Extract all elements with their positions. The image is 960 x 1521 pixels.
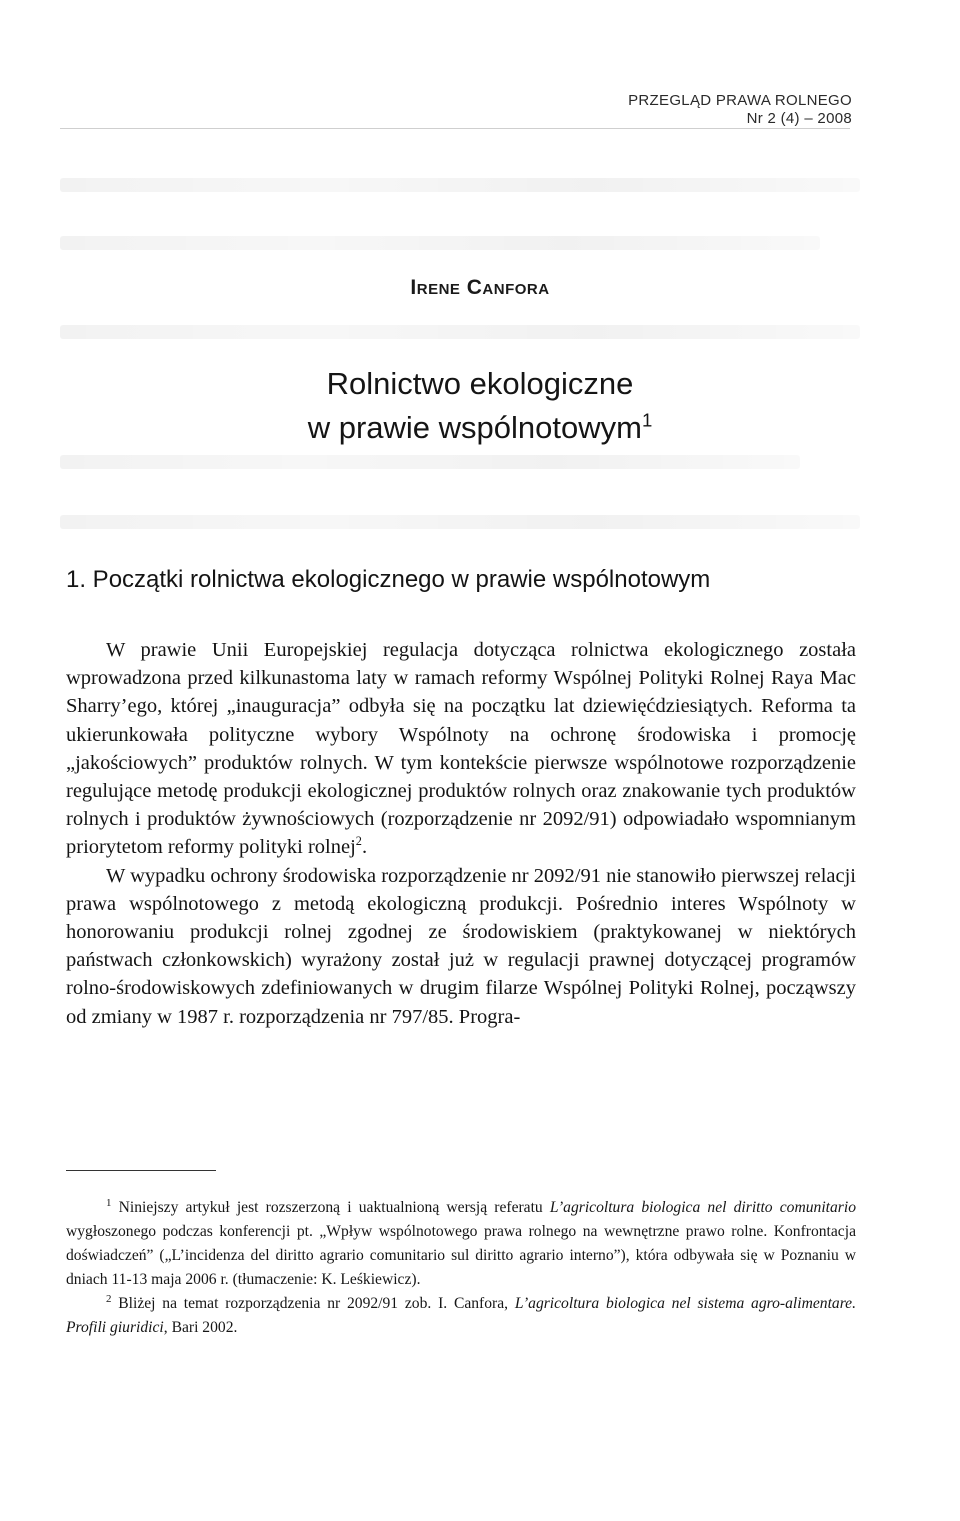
header-rule [60,128,850,129]
journal-name: PRZEGLĄD PRAWA ROLNEGO [628,92,852,109]
paragraph-1-text: W prawie Unii Europejskiej regulacja dotycząca rolnictwa ekologicznego została wprowadzona przed kilkunastoma laty w ramach reformy Wspólnej Polityki Rolnej Raya Mac Sharry’ego, której „inauguracja” odbyła się na początku lat dziewięćdziesiątych. Reforma ta ukierunkowała polityczne wybory Wspólnoty na ochronę środowiska i promocję „jakościowych” produktów rolnych. W tym kontekście pierwsze wspólnotowe rozporządzenie regulujące metodę produkcji ekologicznej produktów rolnych oraz znakowanie tych produktów rolnych i produktów żywnościowych (rozporządzenie nr 2092/91) odpowiadało wspomnianym priorytetom reformy polityki rolnej [66,639,856,859]
footnote-ref-2: 2 [355,834,362,849]
footnote-2-text: Bliżej na temat rozporządzenia nr 2092/91 zob. I. Canfora, [118,1295,515,1312]
footnote-1-text-end: wygłoszonego podczas konferencji pt. „Wpływ wspólnotowego prawa rolnego na wewnętrzne prawo rolne. Konfrontacja doświadczeń” („L’incidenza del diritto agrario comunitario sul diritto agrario interno”), która odbywała się w Poznaniu w dniach 11-13 maja 2006 r. (tłumaczenie: K. Leśkiewicz). [66,1223,856,1288]
footnote-2 [66,1292,856,1340]
paragraph-2-text: W wypadku ochrony środowiska rozporządzenie nr 2092/91 nie stanowiło pierwszej relacji prawa wspólnotowego z metodą ekologiczną produkcji. Pośrednio interes Wspólnoty w honorowaniu produkcji rolnej zgodnej ze środowiskiem (praktykowanej w niektórych państwach członkowskich) wyrażony został już w regulacji prawnej dotyczącej programów rolno-środowiskowych zdefiniowanych w drugim filarze Wspólnej Polityki Rolnej, począwszy od zmiany w 1987 r. rozporządzenia nr 797/85. Progra- [66,864,856,1028]
bleed-through-band [60,236,820,250]
footnote-1-text: Niniejszy artykuł jest rozszerzoną i uaktualnioną wersją referatu [118,1199,550,1216]
footnote-rule [66,1170,216,1171]
issue-number: Nr 2 (4) – 2008 [746,110,852,127]
title-line-2 [0,406,960,450]
footnote-1-number: 1 [106,1196,112,1209]
footnote-2-text-end: , Bari 2002. [163,1319,238,1336]
running-header [628,92,852,128]
footnote-1-italic: L’agricoltura biologica nel diritto comunitario [549,1199,856,1216]
bleed-through-band [60,178,860,192]
footnote-2-number: 2 [106,1292,112,1305]
bleed-through-band [60,515,860,529]
bleed-through-band [60,325,860,339]
title-line-2-text: w prawie wspólnotowym [307,410,642,445]
paragraph-1 [66,636,856,862]
paragraph-2 [66,862,856,1031]
article-title [0,362,960,450]
bleed-through-band [60,455,800,469]
footnote-ref-1: 1 [641,409,653,431]
footnote-1 [66,1196,856,1292]
author-name: Irene Canfora [410,276,550,299]
paragraph-1-end: . [361,836,368,859]
article-body [66,636,856,1031]
footnotes [66,1196,856,1340]
footnote-2-italic: L’agricoltura biologica nel sistema agro-alimentare. Profili giuridici [66,1295,857,1336]
title-line-1: Rolnictwo ekologiczne [326,366,634,401]
section-heading: 1. Początki rolnictwa ekologicznego w prawie wspólnotowym [66,566,711,593]
